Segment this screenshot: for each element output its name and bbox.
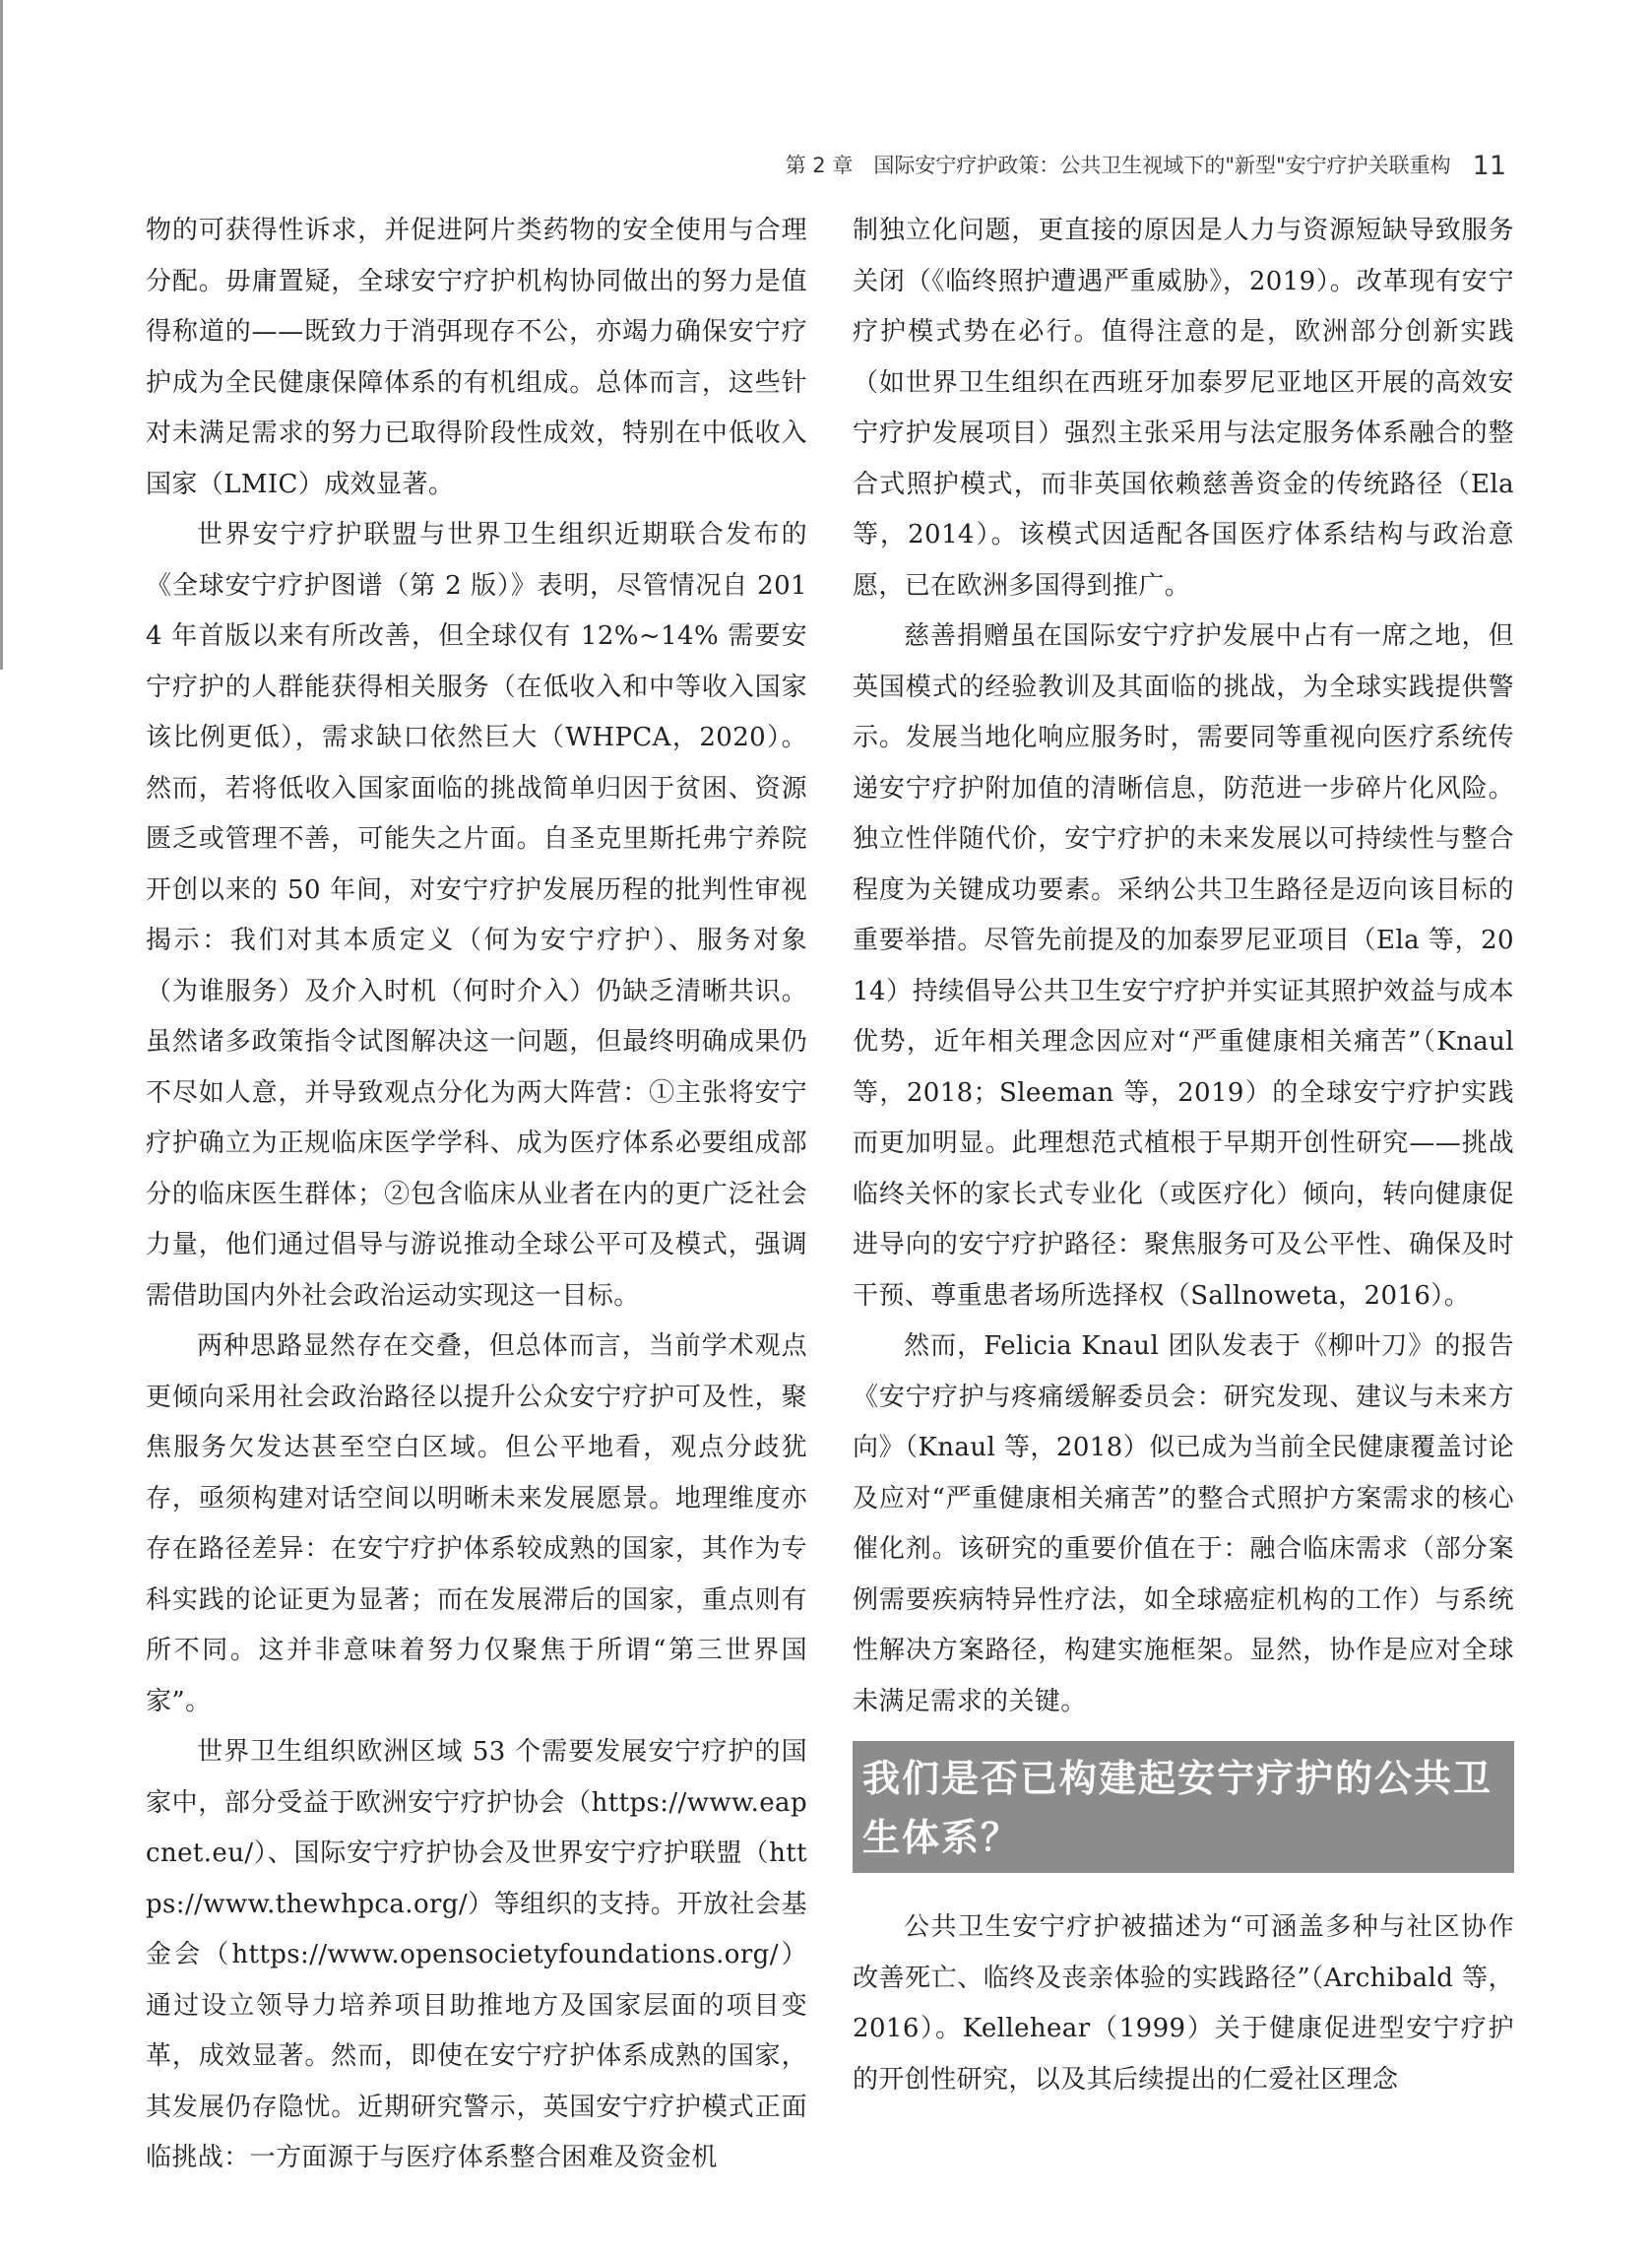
paragraph: 然而，Felicia Knaul 团队发表于《柳叶刀》的报告《安宁疗护与疼痛缓解委员会：研究发现、建议与未来方向》（Knaul 等，2018）似已成为当前全民健康覆盖讨论及应对“严重健康相关痛苦”的整合式照护方案需求的核心催化剂。该研究的重要价值在于：融合临床需求（部分案例需要疾病特异性疗法，如全球癌症机构的工作）与系统性解决方案路径，构建实施框架。显然，协作是应对全球未满足需求的关键。: [853, 1331, 1514, 1716]
paragraph: 两种思路显然存在交叠，但总体而言，当前学术观点更倾向采用社会政治路径以提升公众安宁疗护可及性，聚焦服务欠发达甚至空白区域。但公平地看，观点分歧犹存，亟须构建对话空间以明晰未来发展愿景。地理维度亦存在路径差异：在安宁疗护体系较成熟的国家，其作为专科实践的论证更为显著；而在发展滞后的国家，重点则有所不同。这并非意味着努力仅聚焦于所谓“第三世界国家”。: [146, 1331, 807, 1716]
paragraph: 世界卫生组织欧洲区域 53 个需要发展安宁疗护的国家中，部分受益于欧洲安宁疗护协会（https://www.eapcnet.eu/）、国际安宁疗护协会及世界安宁疗护联盟（https://www.thewhpca.org/）等组织的支持。开放社会基金会（https://www.opensocietyfoundations.org/）通过设立领导力培养项目助推地方及国家层面的项目变革，成效显著。然而，即使在安宁疗护体系成熟的国家，其发展仍存隐忧。近期研究警示，英国安宁疗护模式正面临挑战：一方面源于与医疗体系整合困难及资金机: [146, 1737, 807, 2172]
running-header: [591, 150, 1506, 197]
paragraph: 制独立化问题，更直接的原因是人力与资源短缺导致服务关闭（《临终照护遭遇严重威胁》，2019）。改革现有安宁疗护模式势在必行。值得注意的是，欧洲部分创新实践（如世界卫生组织在西班牙加泰罗尼亚地区开展的高效安宁疗护发展项目）强烈主张采用与法定服务体系融合的整合式照护模式，而非英国依赖慈善资金的传统路径（Ela 等，2014）。该模式因适配各国医疗体系结构与政治意愿，已在欧洲多国得到推广。: [853, 216, 1514, 601]
paragraph: 世界安宁疗护联盟与世界卫生组织近期联合发布的《全球安宁疗护图谱（第 2 版）》表明，尽管情况自 2014 年首版以来有所改善，但全球仅有 12%~14% 需要安宁疗护的人群能获得相关服务（在低收入和中等收入国家该比例更低），需求缺口依然巨大（WHPCA，2020）。然而，若将低收入国家面临的挑战简单归因于贫困、资源匮乏或管理不善，可能失之片面。自圣克里斯托弗宁养院开创以来的 50 年间，对安宁疗护发展历程的批判性审视揭示：我们对其本质定义（何为安宁疗护）、服务对象（为谁服务）及介入时机（何时介入）仍缺乏清晰共识。虽然诸多政策指令试图解决这一问题，但最终明确成果仍不尽如人意，并导致观点分化为两大阵营：①主张将安宁疗护确立为正规临床医学学科、成为医疗体系必要组成部分的临床医生群体；②包含临床从业者在内的更广泛社会力量，他们通过倡导与游说推动全球公平可及模式，强调需借助国内外社会政治运动实现这一目标。: [146, 520, 807, 1311]
paragraph: 公共卫生安宁疗护被描述为“可涵盖多种与社区协作改善死亡、临终及丧亲体验的实践路径”（Archibald 等，2016）。Kellehear（1999）关于健康促进型安宁疗护的开创性研究，以及其后续提出的仁爱社区理念: [853, 1912, 1514, 2095]
chapter-title: 第 2 章 国际安宁疗护政策：公共卫生视域下的"新型"安宁疗护关联重构: [785, 154, 1451, 177]
paragraph: 物的可获得性诉求，并促进阿片类药物的安全使用与合理分配。毋庸置疑，全球安宁疗护机构协同做出的努力是值得称道的——既致力于消弭现存不公，亦竭力确保安宁疗护成为全民健康保障体系的有机组成。总体而言，这些针对未满足需求的努力已取得阶段性成效，特别在中低收入国家（LMIC）成效显著。: [146, 216, 807, 499]
page-number: 11: [1472, 151, 1506, 181]
scan-edge-line: [0, 0, 3, 670]
paragraph: 慈善捐赠虽在国际安宁疗护发展中占有一席之地，但英国模式的经验教训及其面临的挑战，为全球实践提供警示。发展当地化响应服务时，需要同等重视向医疗系统传递安宁疗护附加值的清晰信息，防范进一步碎片化风险。独立性伴随代价，安宁疗护的未来发展以可持续性与整合程度为关键成功要素。采纳公共卫生路径是迈向该目标的重要举措。尽管先前提及的加泰罗尼亚项目（Ela 等，2014）持续倡导公共卫生安宁疗护并实证其照护效益与成本优势，近年相关理念因应对“严重健康相关痛苦”（Knaul 等，2018；Sleeman 等，2019）的全球安宁疗护实践而更加明显。此理想范式植根于早期开创性研究——挑战临终关怀的家长式专业化（或医疗化）倾向，转向健康促进导向的安宁疗护路径：聚焦服务可及公平性、确保及时干预、尊重患者场所选择权（Sallnoweta，2016）。: [853, 621, 1514, 1311]
section-heading: 我们是否已构建起安宁疗护的公共卫生体系？: [853, 1741, 1514, 1873]
right-column: [853, 206, 1514, 2105]
left-column: [146, 206, 807, 2184]
